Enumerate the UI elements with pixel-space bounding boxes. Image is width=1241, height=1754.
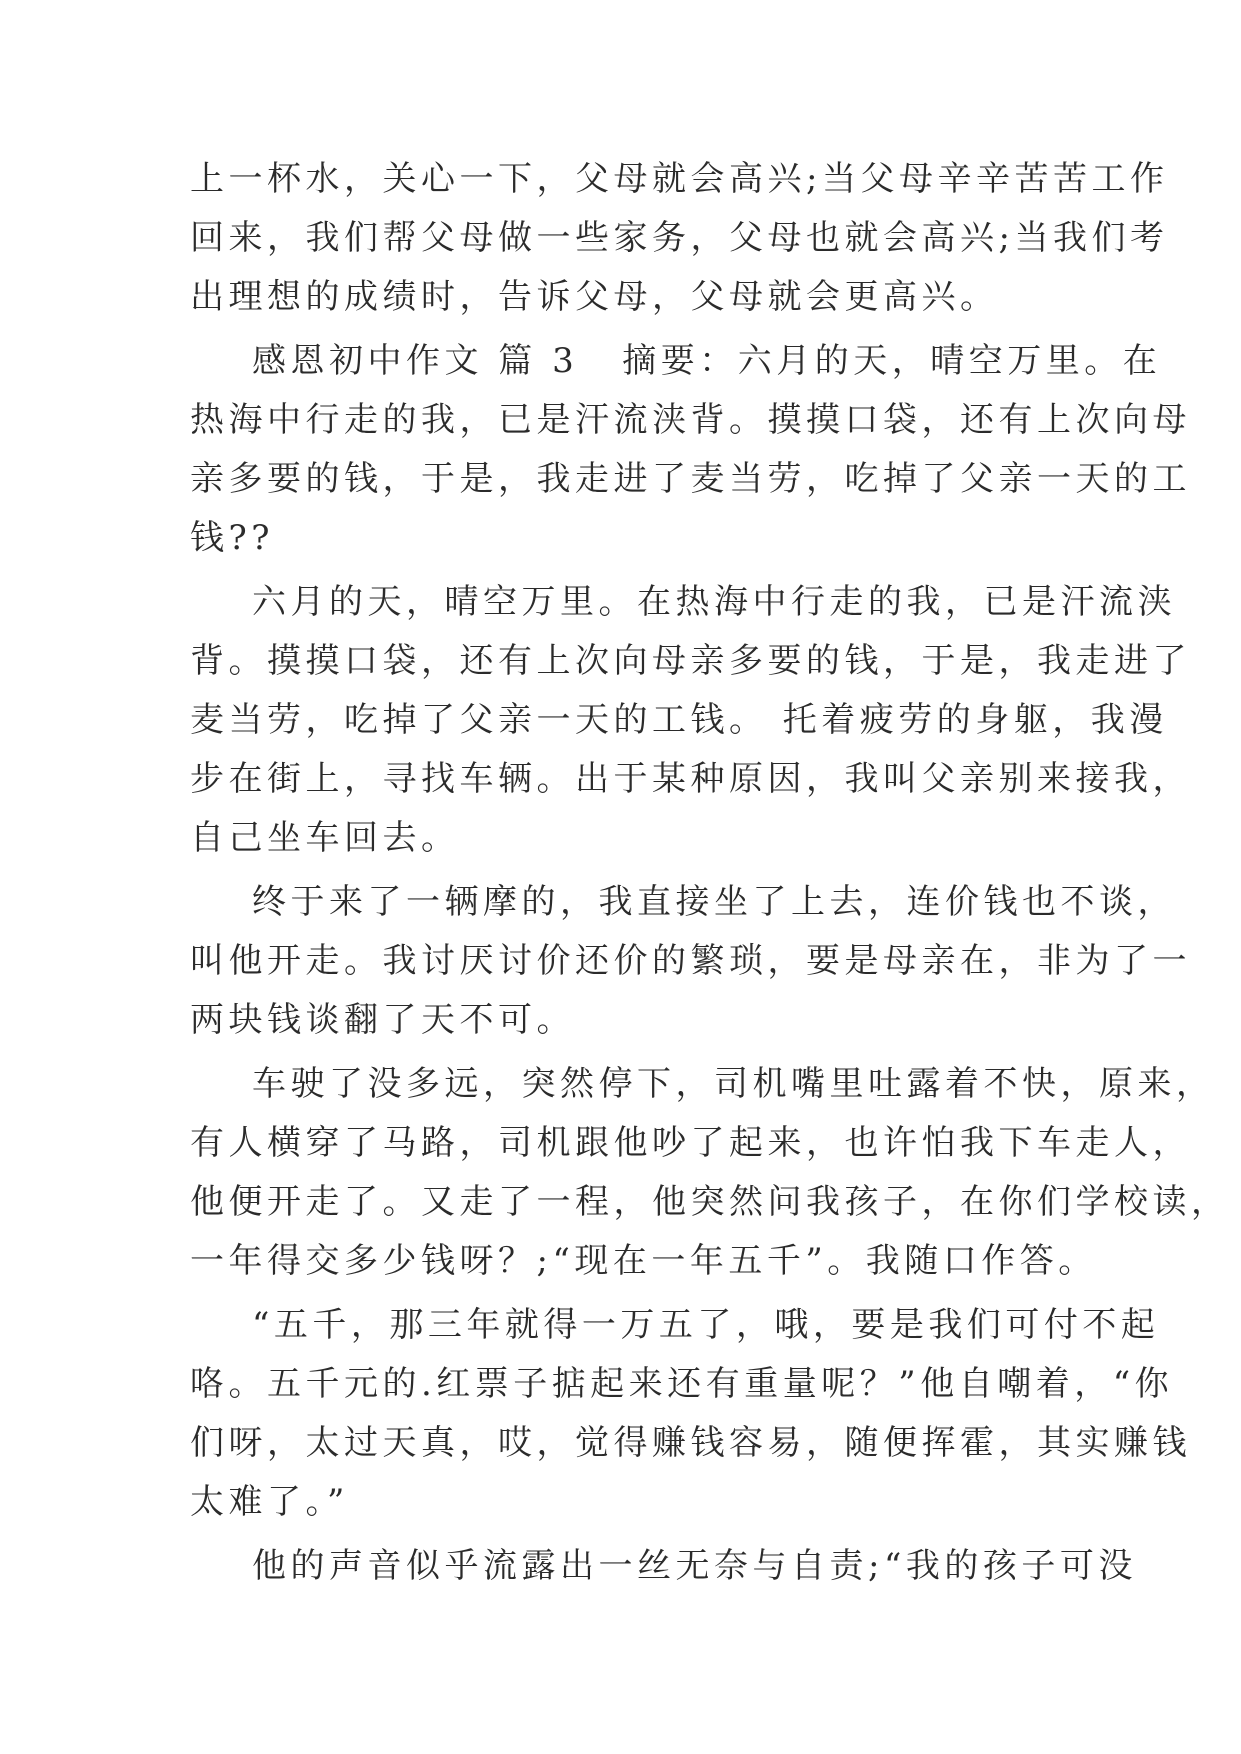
text-line: 终于来了一辆摩的，我直接坐了上去，连价钱也不谈， — [252, 882, 1176, 922]
text-line: 上一杯水，关心一下，父母就会高兴;当父母辛辛苦苦工作 — [190, 159, 1169, 199]
paragraph-1 — [190, 150, 1169, 327]
paragraph-6 — [190, 1296, 1191, 1532]
text-line: 们呀，太过天真，哎，觉得赚钱容易，随便挥霍，其实赚钱 — [190, 1423, 1191, 1463]
text-line: “五千，那三年就得一万五了，哦，要是我们可付不起 — [252, 1305, 1160, 1345]
paragraph-2 — [190, 332, 1191, 568]
text-line: 有人横穿了马路，司机跟他吵了起来，也许怕我下车走人， — [190, 1123, 1191, 1163]
text-line: 太难了。” — [190, 1482, 349, 1522]
text-line: 他便开走了。又走了一程，他突然问我孩子，在你们学校读， — [190, 1182, 1230, 1222]
text-line: 热海中行走的我，已是汗流浃背。摸摸口袋，还有上次向母 — [190, 400, 1191, 440]
paragraph-3 — [190, 573, 1191, 868]
text-line: 一年得交多少钱呀？;“现在一年五千”。我随口作答。 — [190, 1241, 1097, 1281]
text-line: 车驶了没多远，突然停下，司机嘴里吐露着不快，原来， — [252, 1064, 1215, 1104]
text-line: 叫他开走。我讨厌讨价还价的繁琐，要是母亲在，非为了一 — [190, 941, 1191, 981]
text-line: 亲多要的钱，于是，我走进了麦当劳，吃掉了父亲一天的工 — [190, 459, 1191, 499]
text-line: 背。摸摸口袋，还有上次向母亲多要的钱，于是，我走进了 — [190, 641, 1191, 681]
document-body — [190, 150, 1230, 1601]
section-heading: 感恩初中作文 篇 3 — [252, 341, 579, 381]
text-line: 麦当劳，吃掉了父亲一天的工钱。 托着疲劳的身躯，我漫 — [190, 700, 1168, 740]
text-line: 咯。五千元的.红票子掂起来还有重量呢？”他自嘲着，“你 — [190, 1364, 1174, 1404]
text-line: 钱?? — [190, 518, 274, 558]
paragraph-4 — [190, 873, 1191, 1050]
text-line: 出理想的成绩时，告诉父母，父母就会更高兴。 — [190, 277, 999, 317]
text-line: 两块钱谈翻了天不可。 — [190, 1000, 575, 1040]
text-line: 摘要：六月的天，晴空万里。在 — [622, 341, 1162, 381]
text-line: 回来，我们帮父母做一些家务，父母也就会高兴;当我们考 — [190, 218, 1169, 258]
heading-line — [190, 332, 1162, 391]
text-line: 他的声音似乎流露出一丝无奈与自责;“我的孩子可没 — [252, 1546, 1137, 1586]
text-line: 六月的天，晴空万里。在热海中行走的我，已是汗流浃 — [252, 582, 1176, 622]
paragraph-7 — [190, 1537, 1137, 1596]
paragraph-5 — [190, 1055, 1230, 1291]
text-line: 步在街上，寻找车辆。出于某种原因，我叫父亲别来接我， — [190, 759, 1191, 799]
text-line: 自己坐车回去。 — [190, 818, 460, 858]
